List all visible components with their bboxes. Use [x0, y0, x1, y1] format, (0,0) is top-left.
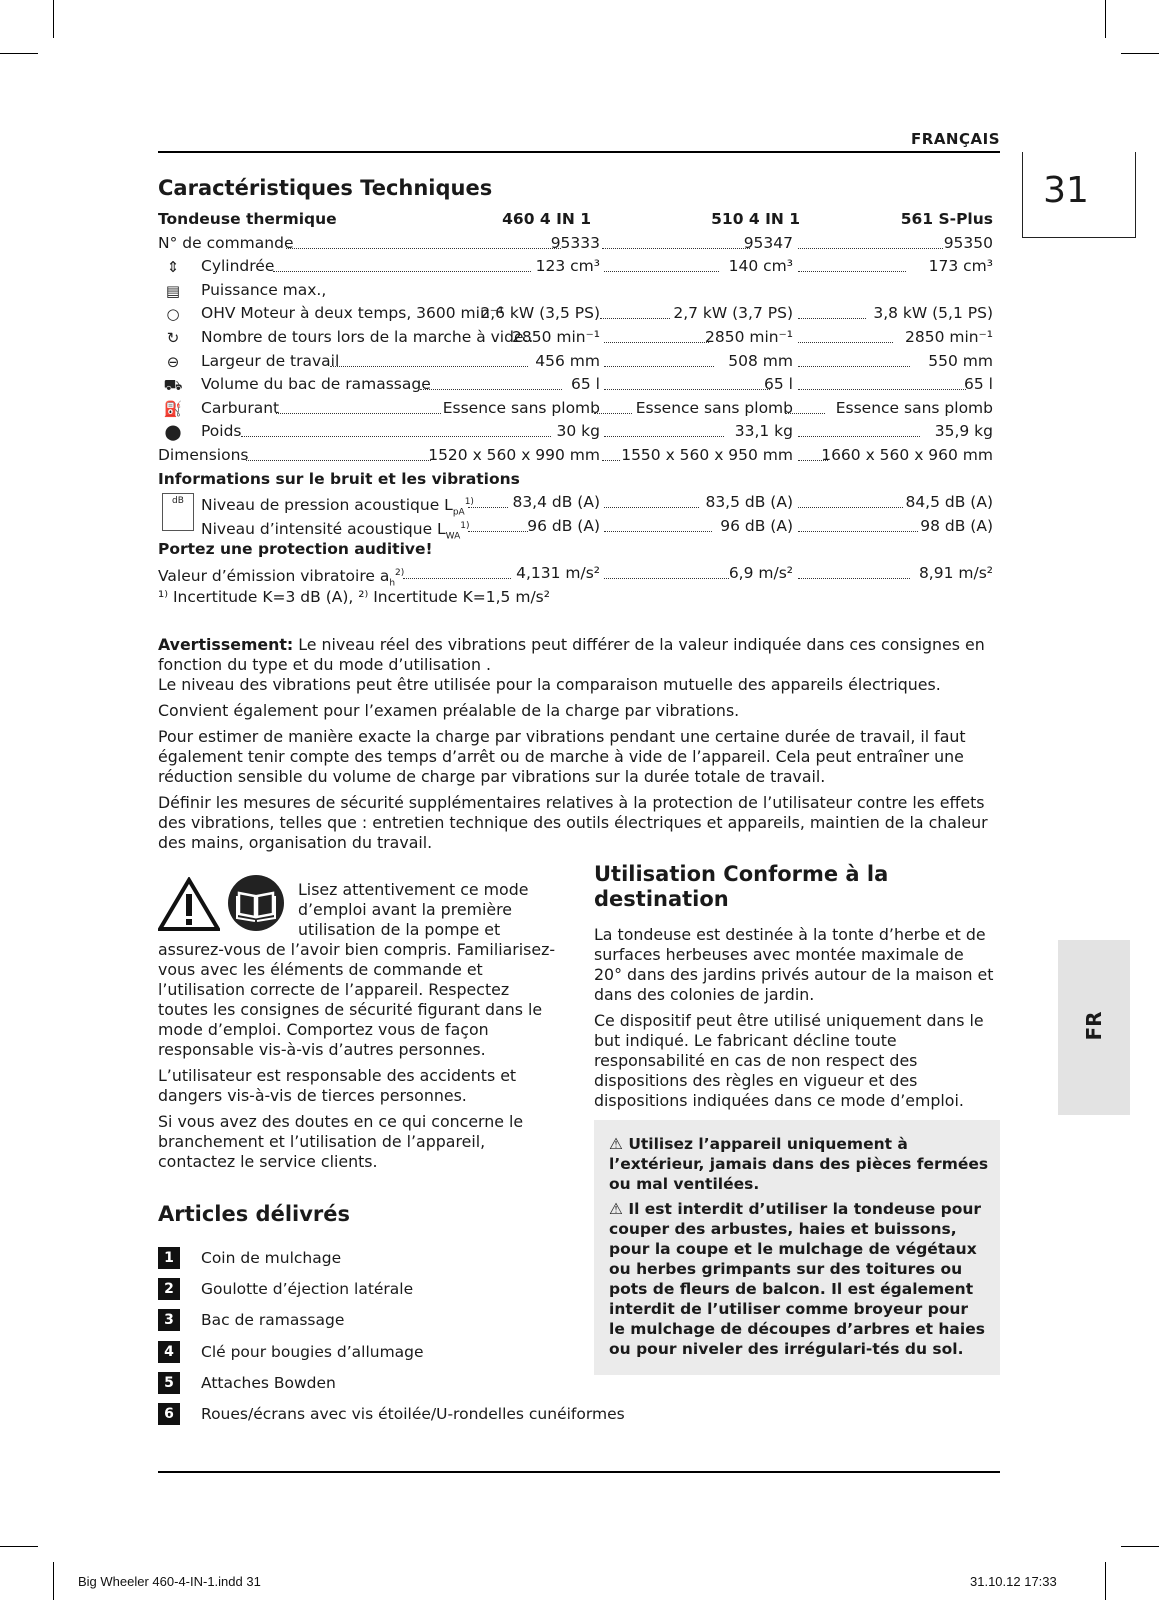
item-text: Bac de ramassage [201, 1311, 345, 1330]
spec-label: N° de commande [158, 233, 294, 252]
noise-heading: Informations sur le bruit et les vibrations [158, 469, 520, 488]
leader-dots [403, 578, 511, 579]
leader-dots [468, 507, 508, 508]
crop-mark [1105, 1562, 1106, 1600]
spec-value: 1520 x 560 x 990 mm [428, 445, 600, 464]
top-rule [158, 151, 1000, 153]
leader-dots [798, 342, 893, 343]
spec-label: Valeur d’émission vibratoire $a_h^{2)}$ [158, 567, 405, 589]
spec-value: 83,5 dB (A) [705, 493, 793, 512]
rpm-icon: ↻ [166, 328, 180, 347]
page-number: 31 [1043, 170, 1089, 211]
spec-row-bag [158, 373, 993, 397]
specs-header-row [158, 208, 993, 232]
side-tab-label: FR [1082, 1011, 1106, 1041]
spec-row-order [158, 232, 993, 256]
leader-dots [604, 578, 729, 579]
manual-text [158, 940, 564, 1178]
leader-dots [594, 413, 632, 414]
item-text: Coin de mulchage [201, 1249, 342, 1267]
manual-paragraph: Si vous avez des doutes en ce qui concerne le branchement et l’utilisation de l’appareil, contactez le service clients. [158, 1112, 524, 1171]
usage-paragraph: Ce dispositif peut être utilisé uniquement dans le but indiqué. Le fabricant décline toute responsabilité en cas de non respect des dispositions des règles en vigueur et des dispositions indiquées dans ce mode d’emploi. [594, 1011, 984, 1110]
spec-label: Nombre de tours lors de la marche à vide.. [201, 327, 534, 346]
spec-row-idle [158, 326, 993, 350]
leader-dots [604, 342, 709, 343]
crop-mark [1121, 1546, 1159, 1547]
leader-dots [273, 271, 531, 272]
footer-file: Big Wheeler 460-4-IN-1.indd 31 [78, 1574, 261, 1589]
warning-paragraph: Convient également pour l’examen préalable de la charge par vibrations. [158, 701, 740, 720]
spec-value: 1660 x 560 x 960 mm [821, 445, 993, 464]
item-text: Attaches Bowden [201, 1373, 336, 1392]
spec-row-vibration [158, 562, 993, 589]
crop-mark [53, 1562, 54, 1600]
leader-dots [604, 436, 724, 437]
leader-dots [330, 366, 528, 367]
leader-dots [798, 578, 910, 579]
spec-row-intensity [158, 515, 993, 539]
noise-heading-row [158, 468, 993, 492]
spec-value: 2850 min⁻¹ [905, 327, 993, 346]
usage-paragraph: La tondeuse est destinée à la tonte d’herbe et de surfaces herbeuses avec montée maximale de 20° dans des jardins privés autour de la maison et dans des colonies de jardin. [594, 925, 994, 1004]
warning-paragraph: Définir les mesures de sécurité supplémentaires relatives à la protection de l’utilisateur contre les effets des vibrations, telles que : entretien technique des outils électriques et appareils, maintien de la chaleur des mains, organisation du travail. [158, 793, 988, 852]
item-number: 4 [158, 1341, 180, 1363]
noise-label-icon: dB [162, 493, 194, 531]
leader-dots [468, 531, 528, 532]
leader-dots [798, 366, 910, 367]
footer-date: 31.10.12 17:33 [970, 1574, 1057, 1589]
item-number: 6 [158, 1403, 180, 1425]
spec-value: 2850 min⁻¹ [705, 327, 793, 346]
spec-value: 95350 [943, 233, 993, 252]
footnote: ¹⁾ Incertitude K=3 dB (A), ²⁾ Incertitude K=1,5 m/s² [158, 587, 550, 606]
crop-mark [53, 0, 54, 38]
protection-row [158, 538, 993, 562]
spec-value: 98 dB (A) [920, 516, 993, 535]
spec-label: Carburant [201, 398, 280, 417]
leader-dots [798, 436, 920, 437]
spec-value: 2,7 kW (3,7 PS) [673, 304, 793, 323]
item-number: 1 [158, 1247, 180, 1269]
warning-small-icon: ⚠ [609, 1135, 623, 1153]
spec-value: 3,8 kW (5,1 PS) [873, 304, 993, 323]
leader-dots [798, 507, 903, 508]
crop-mark [1121, 53, 1159, 54]
articles-title: Articles délivrés [158, 1202, 351, 1226]
language-side-tab [1058, 940, 1130, 1115]
spec-value: 456 mm [535, 351, 600, 370]
leader-dots [276, 413, 441, 414]
spec-row-pressure [158, 491, 993, 518]
spec-label: Poids [201, 422, 242, 441]
spec-value: 95347 [743, 233, 793, 252]
spec-label: Puissance max., [201, 280, 327, 299]
warning-triangle-icon [158, 877, 220, 932]
warning-small-icon: ⚠ [609, 1200, 623, 1218]
crop-mark [1105, 0, 1106, 38]
spec-row-width [158, 350, 993, 374]
item-number: 5 [158, 1372, 180, 1394]
spec-value: 1550 x 560 x 950 mm [621, 445, 793, 464]
spec-value: 508 mm [728, 351, 793, 370]
piston-icon: ⇕ [166, 258, 180, 277]
spec-row-cylinder [158, 255, 993, 279]
spec-value: 6,9 m/s² [728, 563, 793, 582]
leader-dots [246, 460, 431, 461]
leader-dots [604, 271, 719, 272]
warning-paragraph: Le niveau des vibrations peut être utilisée pour la comparaison mutuelle des appareils électriques. [158, 675, 941, 694]
item-text: Clé pour bougies d’allumage [201, 1342, 424, 1361]
item-text: Roues/écrans avec vis étoilée/U-rondelles cunéiformes [201, 1404, 625, 1423]
spec-row-dimensions [158, 444, 993, 468]
weight-icon: ⬤ [164, 423, 182, 442]
warning-lead: Avertissement: [158, 635, 294, 654]
spec-value: 8,91 m/s² [918, 563, 993, 582]
spec-value: Essence sans plomb [835, 398, 993, 417]
leader-dots [604, 531, 712, 532]
leader-dots [602, 460, 620, 461]
safety-warning: Utilisez l’appareil uniquement à l’extérieur, jamais dans des pièces fermées ou mal ventilées. [609, 1135, 989, 1193]
leader-dots [600, 318, 670, 319]
leader-dots [604, 389, 770, 390]
usage-title: Utilisation Conforme à la destination [594, 862, 889, 911]
leader-dots [798, 318, 866, 319]
item-number: 3 [158, 1309, 180, 1331]
engine-icon: ▤ [165, 281, 181, 300]
spec-value: 2850 min⁻¹ [512, 327, 600, 346]
spec-value: 2,6 kW (3,5 PS) [480, 304, 600, 323]
spec-value: 65 l [964, 375, 993, 394]
spec-value: 173 cm³ [928, 257, 993, 276]
spec-value: Essence sans plomb [442, 398, 600, 417]
spec-label: Cylindrée [201, 257, 275, 276]
spec-row-power [158, 302, 993, 326]
spec-value: Essence sans plomb [635, 398, 793, 417]
safety-warning: Il est interdit d’utiliser la tondeuse pour couper des arbustes, haies et buissons, pour la coupe et le mulchage de végétaux ou herbes grimpants sur des toitures ou pots de fleurs de balcon. Il est également interdit de l’utiliser comme broyeur pour le mulchage de découpes d’arbres et haies ou pour niveler des irrégulari-tés du sol. [609, 1200, 985, 1358]
grass-bag-icon: ⛟ [163, 376, 183, 395]
spec-label: OHV Moteur à deux temps, 3600 min⁻¹ [201, 304, 505, 323]
spec-value: 4,131 m/s² [516, 563, 600, 582]
bottom-rule [158, 1471, 1000, 1473]
read-manual-icon [227, 874, 285, 932]
leader-dots [798, 248, 943, 249]
manual-paragraph: assurez-vous de l’avoir bien compris. Familiarisez-vous avec les éléments de commande et l’utilisation correcte de l’appareil. Respectez toutes les consignes de sécurité figurant dans le mode d’emploi. Comportez vous de façon responsable vis-à-vis d’autres personnes. [158, 940, 556, 1059]
model-label: Tondeuse thermique [158, 210, 337, 228]
leader-dots [241, 436, 551, 437]
leader-dots [785, 413, 825, 414]
spec-row-power-title [158, 279, 993, 303]
manual-intro-top: Lisez attentivement ce mode d’emploi avant la première utilisation de la pompe et [298, 880, 529, 939]
model-col-2: 510 4 IN 1 [711, 210, 800, 228]
spec-value: 96 dB (A) [720, 516, 793, 535]
cutting-width-icon: ⊖ [166, 352, 180, 371]
spec-value: 65 l [571, 375, 600, 394]
spec-value: 65 l [764, 375, 793, 394]
manual-paragraph: L’utilisateur est responsable des accidents et dangers vis-à-vis de tierces personnes. [158, 1066, 517, 1105]
item-number: 2 [158, 1278, 180, 1300]
item-text: Goulotte d’éjection latérale [201, 1280, 414, 1299]
crop-mark [0, 53, 38, 54]
specs-title: Caractéristiques Techniques [158, 176, 493, 200]
usage-text [594, 925, 996, 1117]
spec-label: Dimensions [158, 445, 249, 464]
spec-value: 33,1 kg [734, 422, 793, 441]
spec-value: 30 kg [556, 422, 600, 441]
model-col-1: 460 4 IN 1 [502, 210, 591, 228]
language-label: FRANÇAIS [911, 130, 1000, 148]
spec-label: Niveau d’intensité acoustique $L_{WA}^{1)}$ [201, 519, 470, 541]
safety-warning-box [594, 1120, 1000, 1375]
spec-value: 84,5 dB (A) [905, 493, 993, 512]
leader-dots [604, 507, 699, 508]
leader-dots [602, 248, 750, 249]
fuel-pump-icon: ⛽ [163, 399, 183, 418]
footnote-row [158, 586, 993, 610]
leader-dots [798, 389, 966, 390]
spec-value: 83,4 dB (A) [512, 493, 600, 512]
spec-label: Largeur de travail [201, 351, 340, 370]
leader-dots [798, 531, 918, 532]
spec-value: 95333 [550, 233, 600, 252]
spec-row-weight [158, 420, 993, 444]
spec-row-fuel [158, 397, 993, 421]
vibration-warning [158, 635, 1003, 859]
spec-value: 550 mm [928, 351, 993, 370]
leader-dots [798, 271, 906, 272]
spec-label: Volume du bac de ramassage [201, 375, 431, 394]
specs-table [158, 208, 993, 609]
power-circle-icon: ○ [166, 305, 180, 324]
leader-dots [286, 248, 561, 249]
spec-value: 96 dB (A) [527, 516, 600, 535]
warning-paragraph: Le niveau réel des vibrations peut différer de la valeur indiquée dans ces consignes en fonction du type et du mode d’utilisation . [158, 635, 985, 674]
spec-value: 123 cm³ [535, 257, 600, 276]
spec-label: Niveau de pression acoustique $L_{pA}^{1)}$ [201, 496, 474, 518]
warning-paragraph: Pour estimer de manière exacte la charge par vibrations pendant une certaine durée de travail, il faut également tenir compte des temps d’arrêt ou de marche à vide de l’appareil. Cela peut entraîner une réduction sensible du volume de charge par vibrations sur la durée totale de travail. [158, 727, 966, 786]
protection-notice: Portez une protection auditive! [158, 540, 433, 559]
crop-mark [0, 1546, 38, 1547]
spec-value: 140 cm³ [728, 257, 793, 276]
spec-value: 35,9 kg [934, 422, 993, 441]
model-col-3: 561 S-Plus [900, 210, 993, 228]
leader-dots [604, 366, 714, 367]
leader-dots [420, 389, 562, 390]
